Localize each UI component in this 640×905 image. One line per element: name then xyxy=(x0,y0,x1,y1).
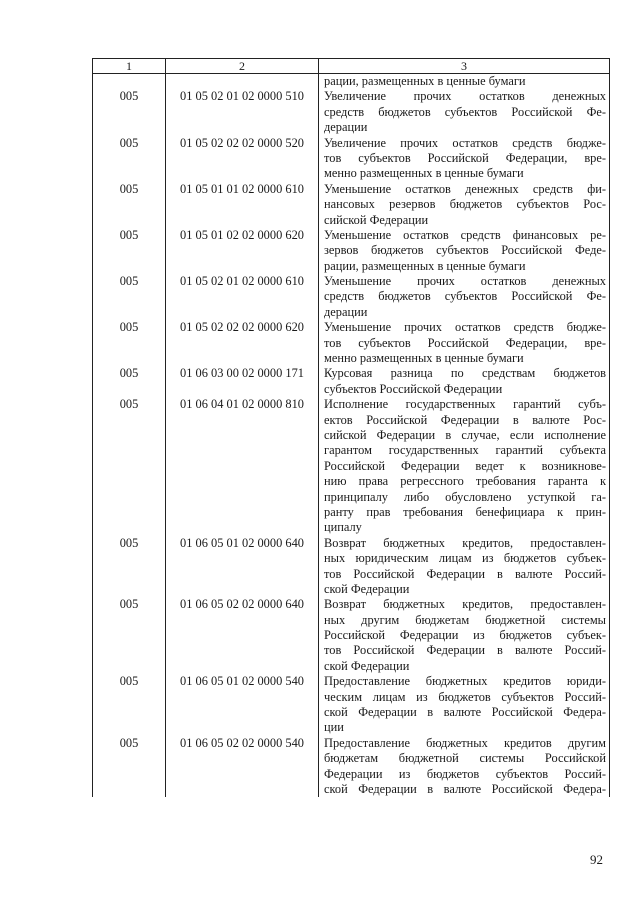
description-line: Российской Федерации из бюджетов субъек- xyxy=(324,628,606,643)
column-header-2: 2 xyxy=(166,59,319,74)
description-cell xyxy=(319,397,610,536)
description-line: Предоставление бюджетных кредитов юриди- xyxy=(324,674,606,689)
admin-code-cell: 005 xyxy=(93,320,166,366)
admin-code-cell: 005 xyxy=(93,136,166,182)
budget-code-cell: 01 06 03 00 02 0000 171 xyxy=(166,366,319,397)
description-line: тов Российской Федерации в валюте Россий- xyxy=(324,643,606,658)
description-line: сийской Федерации xyxy=(324,212,429,227)
admin-code-cell: 005 xyxy=(93,182,166,228)
description-line: ектов Российской Федерации в валюте Рос- xyxy=(324,412,606,427)
table-row xyxy=(93,536,610,598)
description-cell xyxy=(319,228,610,274)
budget-code-cell: 01 06 05 01 02 0000 640 xyxy=(166,536,319,598)
description-line: дерации xyxy=(324,120,368,135)
description-cell xyxy=(319,366,610,397)
description-line: тов Российской Федерации в валюте Россий- xyxy=(324,566,606,581)
description-cell xyxy=(319,89,610,135)
budget-code-cell: 01 05 01 01 02 0000 610 xyxy=(166,182,319,228)
table-row xyxy=(93,320,610,366)
budget-code-cell: 01 06 05 02 02 0000 540 xyxy=(166,736,319,798)
description-line: Курсовая разница по средствам бюджетов xyxy=(324,366,606,381)
description-line: ской Федерации xyxy=(324,658,410,673)
description-line: Уменьшение остатков денежных средств фи- xyxy=(324,181,606,196)
description-line: менно размещенных в ценные бумаги xyxy=(324,166,524,181)
description-line: тов субъектов Российской Федерации, вре- xyxy=(324,335,606,350)
description-line: ческим лицам из бюджетов субъектов Россий- xyxy=(324,689,606,704)
description-line: Возврат бюджетных кредитов, предоставлен- xyxy=(324,535,606,550)
description-cell xyxy=(319,274,610,320)
description-line: ранту прав требования бенефициара к прин- xyxy=(324,504,606,519)
continuation-row xyxy=(93,74,610,90)
description-line: зервов бюджетов субъектов Российской Феде- xyxy=(324,243,606,258)
column-header-3: 3 xyxy=(319,59,610,74)
table-row xyxy=(93,597,610,674)
description-cell xyxy=(319,182,610,228)
description-line: тов субъектов Российской Федерации, вре- xyxy=(324,150,606,165)
description-line: бюджетам бюджетной системы Российской xyxy=(324,751,606,766)
admin-code-cell: 005 xyxy=(93,274,166,320)
description-line: субъектов Российской Федерации xyxy=(324,381,503,396)
table-row xyxy=(93,89,610,135)
description-line: менно размещенных в ценные бумаги xyxy=(324,351,524,366)
description-line: гарантом государственных гарантий субъекта xyxy=(324,443,606,458)
admin-code-cell: 005 xyxy=(93,397,166,536)
budget-code-cell: 01 05 02 02 02 0000 620 xyxy=(166,320,319,366)
budget-code-cell: 01 06 05 02 02 0000 640 xyxy=(166,597,319,674)
description-cell xyxy=(319,674,610,736)
description-line: ных юридическим лицам из бюджетов субъек- xyxy=(324,551,606,566)
description-line: рации, размещенных в ценные бумаги xyxy=(324,74,526,88)
description-line: Уменьшение прочих остатков денежных xyxy=(324,274,606,289)
header-row xyxy=(93,59,610,74)
description-line: ской Федерации в валюте Российской Федера- xyxy=(324,705,606,720)
description-line: Увеличение прочих остатков средств бюдже- xyxy=(324,135,606,150)
budget-codes-table xyxy=(92,58,609,797)
description-cell xyxy=(319,74,610,90)
description-line: рации, размещенных в ценные бумаги xyxy=(324,258,526,273)
column-header-1: 1 xyxy=(93,59,166,74)
table-row xyxy=(93,182,610,228)
admin-code-cell: 005 xyxy=(93,89,166,135)
budget-code-cell: 01 05 02 01 02 0000 610 xyxy=(166,274,319,320)
description-line: Федерации из бюджетов субъектов Россий- xyxy=(324,766,606,781)
budget-code-cell: 01 06 05 01 02 0000 540 xyxy=(166,674,319,736)
description-cell xyxy=(319,536,610,598)
admin-code-cell: 005 xyxy=(93,736,166,798)
description-line: ской Федерации в валюте Российской Федера- xyxy=(324,781,606,796)
admin-cell xyxy=(93,74,166,90)
budget-code-cell: 01 06 04 01 02 0000 810 xyxy=(166,397,319,536)
description-cell xyxy=(319,597,610,674)
admin-code-cell: 005 xyxy=(93,597,166,674)
table-row xyxy=(93,397,610,536)
admin-code-cell: 005 xyxy=(93,228,166,274)
table-row xyxy=(93,366,610,397)
description-line: нансовых резервов бюджетов субъектов Рос- xyxy=(324,197,606,212)
description-line: Российской Федерации ведет к возникнове- xyxy=(324,458,606,473)
admin-code-cell: 005 xyxy=(93,536,166,598)
admin-code-cell: 005 xyxy=(93,366,166,397)
budget-code-cell: 01 05 01 02 02 0000 620 xyxy=(166,228,319,274)
description-line: ных другим бюджетам бюджетной системы xyxy=(324,612,606,627)
page-number: 92 xyxy=(590,852,603,867)
description-line: Увеличение прочих остатков денежных xyxy=(324,89,606,104)
admin-code-cell: 005 xyxy=(93,674,166,736)
description-cell xyxy=(319,736,610,798)
budget-code-cell: 01 05 02 01 02 0000 510 xyxy=(166,89,319,135)
description-line: Предоставление бюджетных кредитов другим xyxy=(324,735,606,750)
description-line: ции xyxy=(324,720,344,735)
code-cell xyxy=(166,74,319,90)
table-row xyxy=(93,674,610,736)
table-row xyxy=(93,228,610,274)
description-line: нию права регрессного требования гаранта к xyxy=(324,474,606,489)
description-line: ской Федерации xyxy=(324,581,410,596)
description-line: средств бюджетов субъектов Российской Фе- xyxy=(324,104,606,119)
description-line: сийской Федерации в случае, если исполнение xyxy=(324,427,606,442)
description-cell xyxy=(319,320,610,366)
description-cell xyxy=(319,136,610,182)
description-line: принципалу либо обусловлено уступкой га- xyxy=(324,489,606,504)
description-line: Исполнение государственных гарантий субъ- xyxy=(324,397,606,412)
description-line: дерации xyxy=(324,304,368,319)
description-line: Уменьшение остатков средств финансовых ре- xyxy=(324,227,606,242)
table-row xyxy=(93,736,610,798)
description-line: средств бюджетов субъектов Российской Фе- xyxy=(324,289,606,304)
description-line: ципалу xyxy=(324,520,362,535)
table-row xyxy=(93,136,610,182)
description-line: Уменьшение прочих остатков средств бюдже- xyxy=(324,320,606,335)
description-line: Возврат бюджетных кредитов, предоставлен- xyxy=(324,597,606,612)
table-row xyxy=(93,274,610,320)
budget-code-cell: 01 05 02 02 02 0000 520 xyxy=(166,136,319,182)
